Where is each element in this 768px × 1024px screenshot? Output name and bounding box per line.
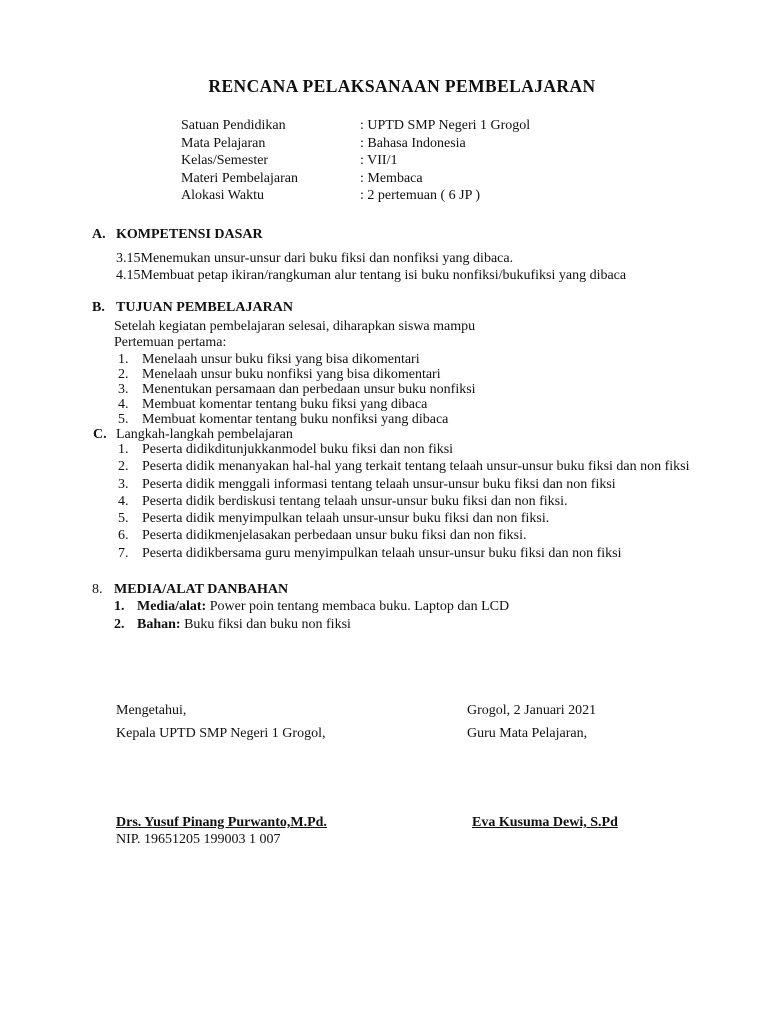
principal-nip: NIP. 19651205 199003 1 007 [116,832,281,847]
list-item [114,367,476,382]
list-number: 4. [118,493,129,509]
info-value: : 2 pertemuan ( 6 JP ) [360,188,481,203]
list-number: 6. [118,528,129,544]
principal-name: Drs. Yusuf Pinang Purwanto,M.Pd. [116,815,327,830]
objective-intro: Setelah kegiatan pembelajaran selesai, diharapkan siswa mampu [114,319,476,334]
list-item [114,477,714,493]
list-number: 1. [118,442,129,457]
list-item [114,528,714,544]
section-title: TUJUAN PEMBELAJARAN [116,300,293,315]
teacher-name: Eva Kusuma Dewi, S.Pd [472,815,618,830]
info-value: : VII/1 [360,153,398,168]
list-item [114,352,476,367]
list-text: Peserta didik berdiskusi tentang telaah unsur-unsur buku fiksi dan non fiksi. [142,493,568,509]
media-label: Media/alat: [137,599,207,614]
list-number: 2. [114,617,125,632]
document-title: RENCANA PELAKSANAAN PEMBELAJARAN [208,76,596,96]
section-media-heading [92,581,288,598]
info-label: Alokasi Waktu [181,188,264,203]
list-item [114,511,714,527]
list-item [114,598,509,616]
section-a-heading [92,227,263,243]
section-letter: A. [92,227,106,242]
media-label: Bahan: [137,617,181,632]
competency-item: 4.15Membuat petap ikiran/rangkuman alur tentang isi buku nonfiksi/bukufiksi yang dibaca [116,268,627,283]
info-label: Mata Pelajaran [181,135,266,151]
objective-list [114,352,476,427]
list-text: Buku fiksi dan buku non fiksi [180,617,351,632]
list-item [114,397,476,412]
list-text: Peserta didikmenjelasakan perbedaan unsur buku fiksi dan non fiksi. [142,528,527,544]
info-label: Kelas/Semester [181,153,269,168]
list-item [114,616,509,634]
section-title: Langkah-langkah pembelajaran [116,427,293,442]
list-text: Peserta didikbersama guru menyimpulkan telaah unsur-unsur buku fiksi dan non fiksi [142,545,622,561]
info-label: Satuan Pendidikan [181,118,286,133]
list-number: 7. [118,545,129,561]
list-item [114,382,476,397]
list-text: Menelaah unsur buku fiksi yang bisa dikomentari [142,352,420,367]
list-number: 5. [118,412,129,427]
list-text: Peserta didik menyimpulkan telaah unsur-unsur buku fiksi dan non fiksi. [142,511,550,527]
list-number: 2. [118,459,129,475]
section-c-heading [93,426,293,443]
info-value: : Bahasa Indonesia [360,135,466,151]
list-text: Menelaah unsur buku nonfiksi yang bisa dikomentari [142,367,441,382]
list-text: Membuat komentar tentang buku fiksi yang dibaca [142,397,428,412]
section-title: MEDIA/ALAT DANBAHAN [114,582,289,597]
list-number: 4. [118,397,129,412]
list-number: 5. [118,511,129,527]
section-letter: B. [92,300,105,315]
list-number: 2. [118,367,129,382]
list-text: Peserta didik menggali informasi tentang telaah unsur-unsur buku fiksi dan non fiksi [142,476,616,492]
principal-title: Kepala UPTD SMP Negeri 1 Grogol, [116,726,326,741]
teacher-title: Guru Mata Pelajaran, [467,726,588,741]
list-text: Peserta didikditunjukkanmodel buku fiksi dan non fiksi [142,442,454,457]
meeting-label: Pertemuan pertama: [114,335,227,350]
list-text: Peserta didik menanyakan hal-hal yang terkait tentang telaah unsur-unsur buku fiksi dan non fiksi [142,459,690,475]
list-item [114,459,714,475]
list-text: Membuat komentar tentang buku nonfiksi yang dibaca [142,412,449,427]
media-list [114,598,509,634]
learning-steps-list [114,442,714,563]
acknowledged-label: Mengetahui, [116,703,187,718]
list-item [114,546,714,562]
list-text: Power poin tentang membaca buku. Laptop dan LCD [206,599,510,614]
list-number: 3. [118,476,129,492]
place-date: Grogol, 2 Januari 2021 [467,703,597,718]
info-label: Materi Pembelajaran [181,170,299,186]
list-text: Menentukan persamaan dan perbedaan unsur buku nonfiksi [142,382,476,397]
info-value: : Membaca [360,170,423,186]
list-item [114,412,476,427]
info-value: : UPTD SMP Negeri 1 Grogol [360,118,531,133]
section-b-heading [92,300,293,316]
section-title: KOMPETENSI DASAR [116,227,263,242]
list-number: 3. [118,382,129,397]
competency-item: 3.15Menemukan unsur-unsur dari buku fiksi dan nonfiksi yang dibaca. [116,251,514,266]
list-number: 1. [118,352,129,367]
list-item [114,494,714,510]
section-letter: C. [93,427,107,442]
section-letter: 8. [92,582,103,597]
list-number: 1. [114,599,125,614]
list-item [114,442,714,458]
